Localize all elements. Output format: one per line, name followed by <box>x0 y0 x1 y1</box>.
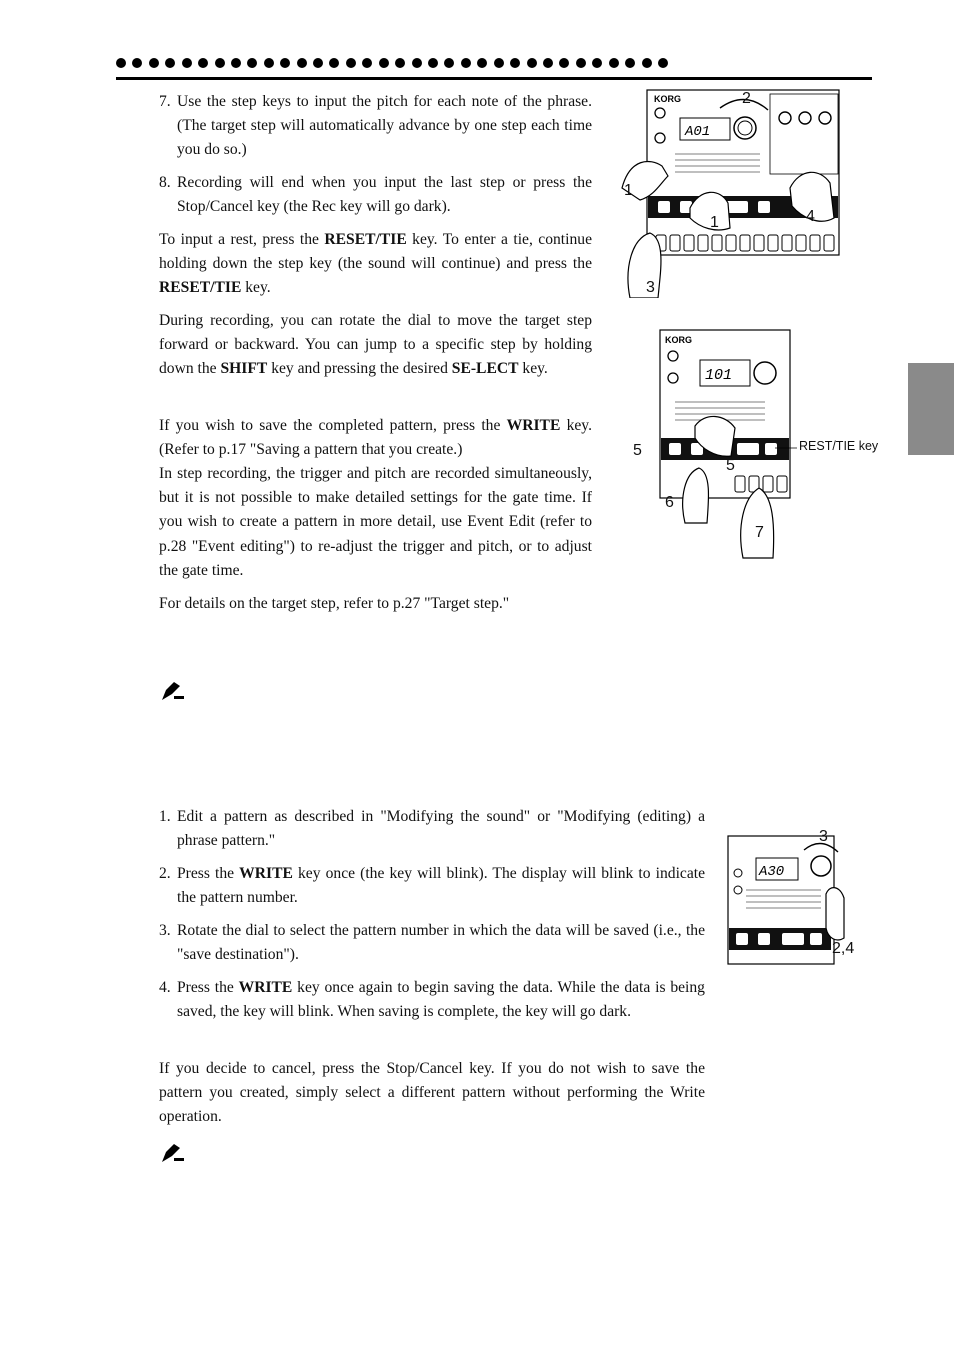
header-dot <box>280 58 290 68</box>
paragraph-step-recording: In step recording, the trigger and pitch are recorded simultaneously, but it is not possible to make detailed settings for the gate time. If you wish to create a pattern in more detail, use Event Edit (refer to p.28 "Event editing") to re-adjust the trigger and pitch, or to adjust the gate time. <box>159 465 592 579</box>
callout-1b: 1 <box>710 214 719 231</box>
step-7: 7. Use the step keys to input the pitch for each note of the phrase. (The target step will automatically advance by one step each time you do so.) <box>159 93 592 159</box>
header-dot <box>428 58 438 68</box>
callout-1a: 1 <box>624 182 633 199</box>
paragraph-dial: During recording, you can rotate the dial to move the target step forward or backward. You can jump to a specific step by holding down the SHIFT key and pressing the desired SE-LECT key. <box>159 312 592 378</box>
callout-5b: 5 <box>726 457 735 474</box>
header-dot <box>510 58 520 68</box>
header-dot <box>362 58 372 68</box>
header-dot <box>264 58 274 68</box>
header-dot <box>247 58 257 68</box>
brand-logo: KORG <box>665 335 692 345</box>
header-dot <box>379 58 389 68</box>
header-dot <box>182 58 192 68</box>
display-readout: 101 <box>705 367 733 384</box>
header-dot <box>559 58 569 68</box>
header-dot <box>132 58 142 68</box>
header-dot <box>477 58 487 68</box>
header-dot <box>297 58 307 68</box>
callout-6: 6 <box>665 494 674 511</box>
header-rule <box>116 77 872 80</box>
header-dot <box>165 58 175 68</box>
header-dot-row <box>116 58 668 70</box>
rest-tie-key-label: REST/TIE key <box>799 439 879 453</box>
note-pencil-icon <box>160 680 186 702</box>
header-dot <box>346 58 356 68</box>
write-step-1: 1. Edit a pattern as described in "Modifying the sound" or "Modifying (editing) a phrase pattern." <box>159 808 705 850</box>
display-readout: A01 <box>685 124 711 140</box>
chapter-tab <box>908 363 954 455</box>
callout-4: 4 <box>806 208 815 225</box>
write-step-2: 2. Press the WRITE key once (the key will blink). The display will blink to indicate the pattern number. <box>159 865 705 907</box>
paragraph-target-step: For details on the target step, refer to p.27 "Target step." <box>159 595 510 612</box>
brand-logo: KORG <box>654 94 681 104</box>
header-dot <box>494 58 504 68</box>
header-dot <box>116 58 126 68</box>
note-pencil-icon <box>160 1142 186 1164</box>
header-dot <box>592 58 602 68</box>
header-dot <box>313 58 323 68</box>
callout-2: 2 <box>742 90 751 107</box>
header-dot <box>231 58 241 68</box>
write-step-4: 4. Press the WRITE key once again to begin saving the data. While the data is being saved, the key will blink. When saving is complete, the key will go dark. <box>159 979 705 1021</box>
callout-5a: 5 <box>633 442 642 459</box>
callout-7: 7 <box>755 524 764 541</box>
figure-write <box>726 828 856 978</box>
header-dot <box>625 58 635 68</box>
header-dot <box>642 58 652 68</box>
header-dot <box>576 58 586 68</box>
paragraph-save: If you wish to save the completed pattern, press the WRITE key. (Refer to p.17 "Saving a pattern that you create.) <box>159 417 592 459</box>
display-readout: A30 <box>759 864 785 880</box>
header-dot <box>543 58 553 68</box>
header-dot <box>215 58 225 68</box>
header-dot <box>609 58 619 68</box>
callout-2-4: 2,4 <box>832 940 855 957</box>
header-dot <box>329 58 339 68</box>
header-dot <box>395 58 405 68</box>
figure-rest-tie <box>625 328 885 560</box>
header-dot <box>198 58 208 68</box>
header-dot <box>658 58 668 68</box>
header-dot <box>444 58 454 68</box>
figure-step-recording <box>620 88 850 298</box>
header-dot <box>461 58 471 68</box>
paragraph-cancel: If you decide to cancel, press the Stop/Cancel key. If you do not wish to save the pattern you created, simply select a different pattern without performing the Write operation. <box>159 1060 705 1126</box>
header-dot <box>412 58 422 68</box>
callout-3: 3 <box>819 828 828 845</box>
header-dot <box>527 58 537 68</box>
paragraph-rest: To input a rest, press the RESET/TIE key. To enter a tie, continue holding down the step key (the sound will continue) and press the RESET/TIE key. <box>159 231 592 297</box>
header-dot <box>149 58 159 68</box>
write-step-3: 3. Rotate the dial to select the pattern number in which the data will be saved (i.e., the "save destination"). <box>159 922 705 964</box>
step-8: 8. Recording will end when you input the last step or press the Stop/Cancel key (the Rec key will go dark). <box>159 174 592 216</box>
callout-3: 3 <box>646 279 655 296</box>
